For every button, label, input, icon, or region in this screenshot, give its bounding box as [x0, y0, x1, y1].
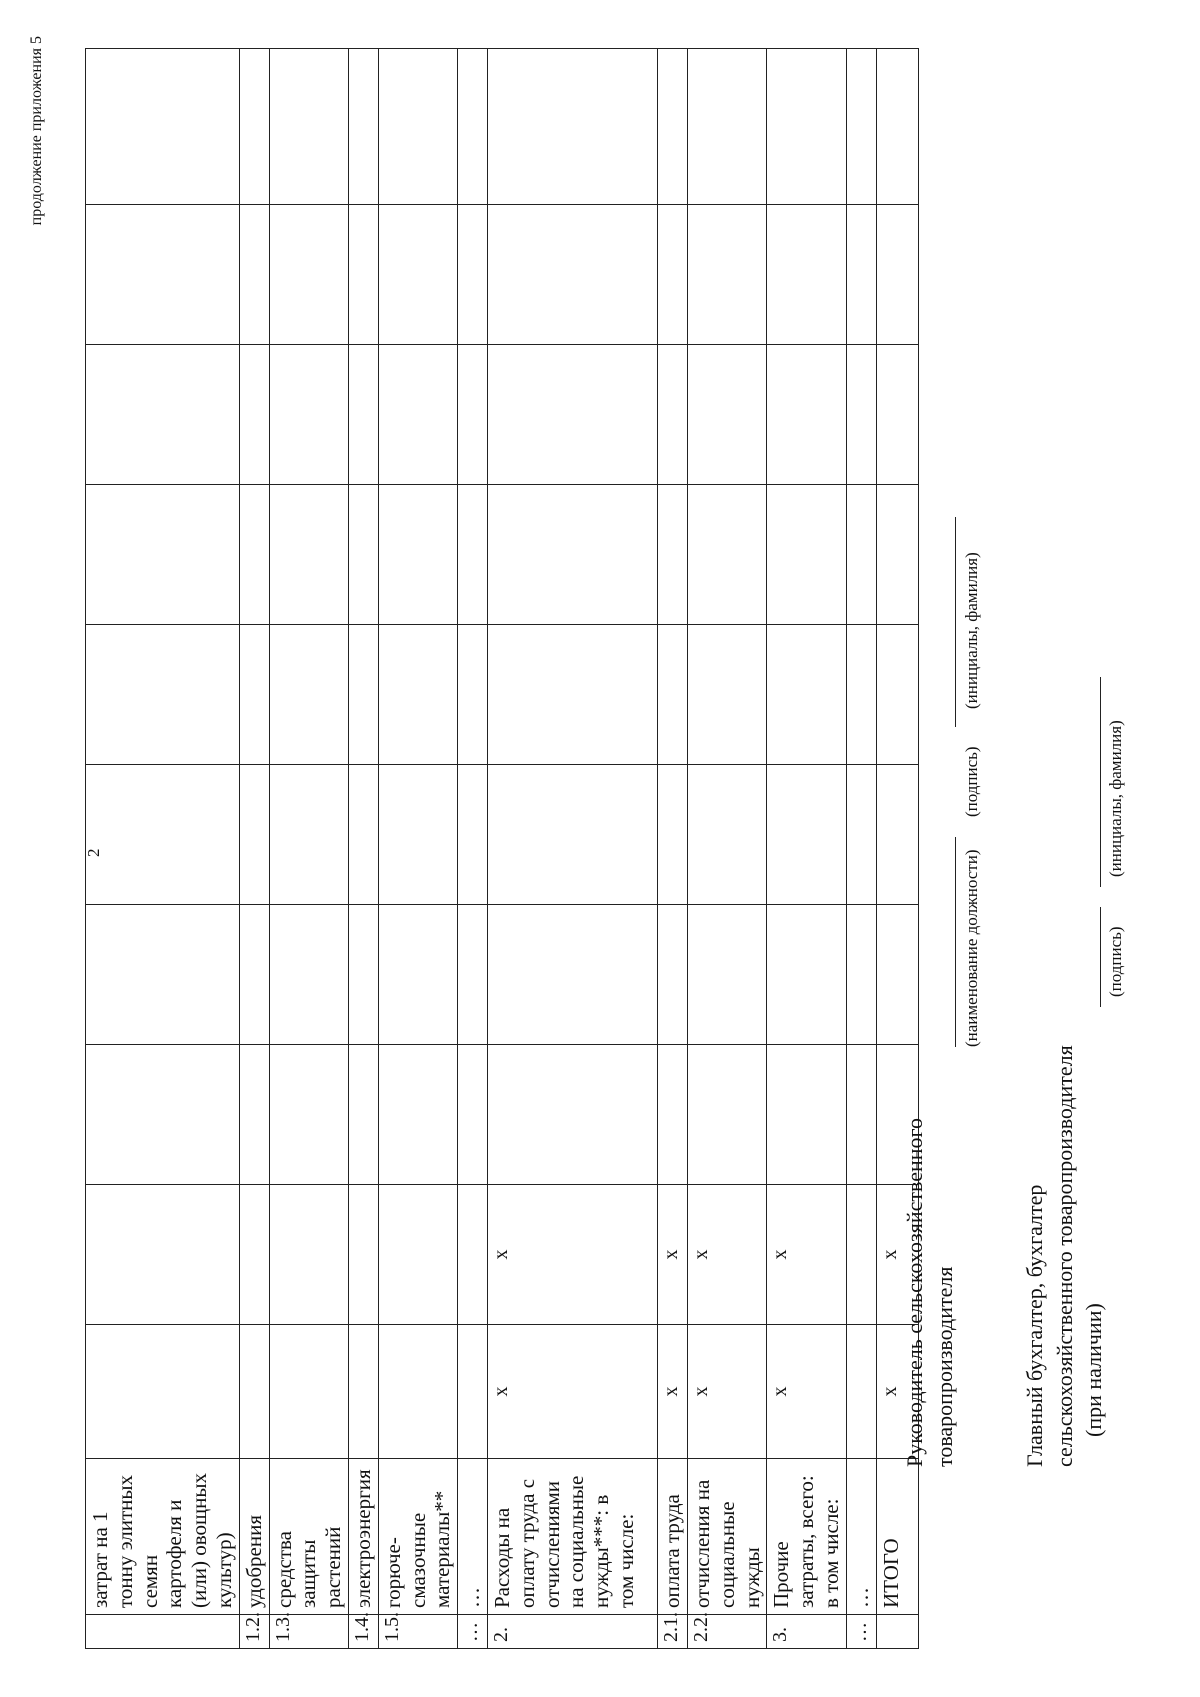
empty-cell	[378, 485, 457, 625]
empty-cell	[658, 49, 688, 205]
empty-cell	[378, 765, 457, 905]
empty-cell	[86, 1045, 240, 1185]
empty-cell	[688, 205, 767, 345]
cell-c2	[269, 1185, 348, 1325]
empty-cell	[348, 625, 378, 765]
table-row	[488, 49, 658, 1649]
empty-cell	[877, 205, 919, 345]
empty-cell	[378, 625, 457, 765]
cell-c2	[348, 1185, 378, 1325]
table-row	[458, 49, 488, 1649]
empty-cell	[348, 905, 378, 1045]
empty-cell	[877, 49, 919, 205]
cell-c1: x	[688, 1325, 767, 1459]
empty-cell	[877, 625, 919, 765]
cell-c2: x	[767, 1185, 847, 1325]
empty-cell	[378, 1045, 457, 1185]
empty-cell	[658, 345, 688, 485]
empty-cell	[348, 765, 378, 905]
empty-cell	[488, 1045, 658, 1185]
page-number: 2	[84, 848, 103, 857]
cell-c2	[378, 1185, 457, 1325]
empty-cell	[877, 345, 919, 485]
cell-c2	[239, 1185, 269, 1325]
row-number: 2.1.	[658, 1615, 688, 1649]
accountant-signature-line	[1100, 907, 1101, 1007]
cell-c1	[239, 1325, 269, 1459]
empty-cell	[86, 205, 240, 345]
empty-cell	[348, 485, 378, 625]
cell-c2	[847, 1185, 877, 1325]
accountant-name-caption: (инициалы, фамилия)	[1106, 720, 1125, 877]
empty-cell	[688, 625, 767, 765]
empty-cell	[688, 345, 767, 485]
empty-cell	[767, 485, 847, 625]
empty-cell	[767, 765, 847, 905]
row-label: ИТОГО	[877, 1459, 919, 1615]
empty-cell	[269, 1045, 348, 1185]
head-title-line1: Руководитель сельскохозяйственного	[902, 1117, 927, 1467]
empty-cell	[269, 49, 348, 205]
empty-cell	[239, 205, 269, 345]
accountant-title	[1020, 1045, 1109, 1467]
empty-cell	[239, 625, 269, 765]
empty-cell	[658, 205, 688, 345]
empty-cell	[877, 485, 919, 625]
cell-c1	[458, 1325, 488, 1459]
name-caption: (инициалы, фамилия)	[962, 552, 981, 709]
table-row	[378, 49, 457, 1649]
table-row	[239, 49, 269, 1649]
empty-cell	[269, 205, 348, 345]
empty-cell	[348, 345, 378, 485]
empty-cell	[688, 1045, 767, 1185]
accountant-name-line	[1100, 677, 1101, 887]
empty-cell	[767, 625, 847, 765]
cell-c2: x	[488, 1185, 658, 1325]
empty-cell	[488, 765, 658, 905]
table-row	[767, 49, 847, 1649]
table-row	[269, 49, 348, 1649]
empty-cell	[767, 345, 847, 485]
empty-cell	[688, 49, 767, 205]
row-number: 1.2.	[239, 1615, 269, 1649]
row-label: удобрения	[239, 1459, 269, 1615]
empty-cell	[688, 905, 767, 1045]
row-label: Расходы на оплату труда с отчислениями на социальные нужды***: в том числе:	[488, 1459, 658, 1615]
empty-cell	[86, 345, 240, 485]
empty-cell	[86, 625, 240, 765]
row-number: 3.	[767, 1615, 847, 1649]
empty-cell	[458, 1045, 488, 1185]
appendix-continuation-note: продолжение приложения 5	[28, 36, 45, 226]
row-label: электроэнергия	[348, 1459, 378, 1615]
accountant-title-line2: сельскохозяйственного товаропроизводителя	[1051, 1045, 1077, 1467]
row-label: …	[847, 1459, 877, 1615]
empty-cell	[86, 905, 240, 1045]
row-label: отчисления на социальные нужды	[688, 1459, 767, 1615]
empty-cell	[658, 485, 688, 625]
cell-c1: x	[877, 1325, 919, 1459]
empty-cell	[847, 205, 877, 345]
row-label: …	[458, 1459, 488, 1615]
empty-cell	[458, 485, 488, 625]
head-title	[900, 1118, 959, 1467]
empty-cell	[488, 485, 658, 625]
table-row	[688, 49, 767, 1649]
empty-cell	[658, 625, 688, 765]
empty-cell	[488, 625, 658, 765]
empty-cell	[767, 49, 847, 205]
head-title-line2: товаропроизводителя	[931, 1266, 957, 1467]
empty-cell	[767, 205, 847, 345]
empty-cell	[348, 1045, 378, 1185]
table-row	[658, 49, 688, 1649]
cost-table	[85, 48, 919, 1649]
cell-c1: x	[767, 1325, 847, 1459]
empty-cell	[239, 345, 269, 485]
row-number: 1.3.	[269, 1615, 348, 1649]
empty-cell	[767, 1045, 847, 1185]
empty-cell	[458, 345, 488, 485]
accountant-signature-caption: (подпись)	[1106, 926, 1125, 997]
cell-c1: x	[658, 1325, 688, 1459]
empty-cell	[239, 1045, 269, 1185]
empty-cell	[458, 49, 488, 205]
empty-cell	[847, 49, 877, 205]
empty-cell	[658, 1045, 688, 1185]
row-number: 2.	[488, 1615, 658, 1649]
row-number	[86, 1615, 240, 1649]
empty-cell	[847, 485, 877, 625]
empty-cell	[269, 485, 348, 625]
row-label: средства защиты растений	[269, 1459, 348, 1615]
row-number: 1.5.	[378, 1615, 457, 1649]
cell-c2	[86, 1185, 240, 1325]
empty-cell	[86, 49, 240, 205]
empty-cell	[488, 905, 658, 1045]
cell-c1	[378, 1325, 457, 1459]
empty-cell	[86, 765, 240, 905]
cell-c2	[458, 1185, 488, 1325]
row-number: 2.2.	[688, 1615, 767, 1649]
empty-cell	[847, 905, 877, 1045]
empty-cell	[847, 765, 877, 905]
row-number: …	[847, 1615, 877, 1649]
row-number: 1.4.	[348, 1615, 378, 1649]
empty-cell	[458, 205, 488, 345]
cell-c1	[348, 1325, 378, 1459]
accountant-title-line3: (при наличии)	[1081, 1303, 1107, 1437]
empty-cell	[86, 485, 240, 625]
empty-cell	[488, 345, 658, 485]
position-caption: (наименование должности)	[962, 849, 981, 1047]
row-number: …	[458, 1615, 488, 1649]
row-label: оплата труда	[658, 1459, 688, 1615]
empty-cell	[688, 765, 767, 905]
empty-cell	[269, 905, 348, 1045]
empty-cell	[239, 49, 269, 205]
table-row	[847, 49, 877, 1649]
empty-cell	[239, 485, 269, 625]
row-label: Прочие затраты, всего: в том числе:	[767, 1459, 847, 1615]
empty-cell	[458, 905, 488, 1045]
row-label: затрат на 1 тонну элитных семян картофеля и (или) овощных культур)	[86, 1459, 240, 1615]
empty-cell	[378, 49, 457, 205]
row-label: горюче-смазочные материалы**	[378, 1459, 457, 1615]
empty-cell	[239, 905, 269, 1045]
empty-cell	[658, 905, 688, 1045]
cell-c2: x	[877, 1185, 919, 1325]
empty-cell	[877, 905, 919, 1045]
table-row	[86, 49, 240, 1649]
empty-cell	[269, 625, 348, 765]
empty-cell	[847, 625, 877, 765]
empty-cell	[269, 345, 348, 485]
empty-cell	[458, 765, 488, 905]
name-line	[955, 517, 956, 727]
empty-cell	[378, 345, 457, 485]
signature-caption: (подпись)	[962, 746, 981, 817]
cell-c1: x	[488, 1325, 658, 1459]
table-row	[348, 49, 378, 1649]
empty-cell	[458, 625, 488, 765]
empty-cell	[767, 905, 847, 1045]
empty-cell	[239, 765, 269, 905]
cell-c2: x	[658, 1185, 688, 1325]
empty-cell	[488, 49, 658, 205]
row-number	[877, 1615, 919, 1649]
empty-cell	[658, 765, 688, 905]
empty-cell	[378, 205, 457, 345]
accountant-title-line1: Главный бухгалтер, бухгалтер	[1022, 1184, 1047, 1467]
cell-c1	[86, 1325, 240, 1459]
empty-cell	[688, 485, 767, 625]
empty-cell	[348, 49, 378, 205]
empty-cell	[877, 765, 919, 905]
empty-cell	[488, 205, 658, 345]
cell-c1	[269, 1325, 348, 1459]
position-line	[955, 837, 956, 1047]
cell-c2: x	[688, 1185, 767, 1325]
empty-cell	[348, 205, 378, 345]
cell-c1	[847, 1325, 877, 1459]
empty-cell	[847, 345, 877, 485]
empty-cell	[269, 765, 348, 905]
empty-cell	[847, 1045, 877, 1185]
empty-cell	[378, 905, 457, 1045]
